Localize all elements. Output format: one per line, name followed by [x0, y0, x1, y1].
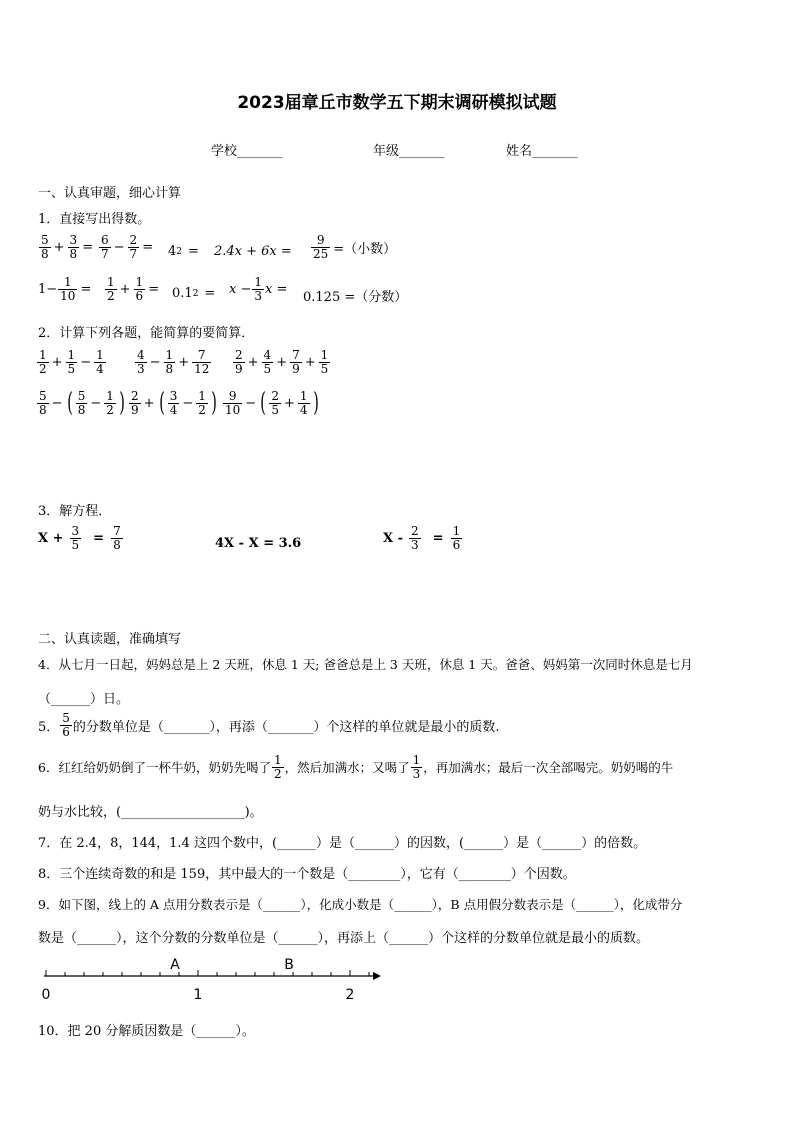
point-b-label: B [284, 957, 294, 973]
section-2-heading: 二、认真读题，准确填写 [38, 632, 182, 647]
q10: 10．把 20 分解质因数是（______）。 [38, 1024, 255, 1039]
q2-r1-e3: $\frac{2}{9}$ + $\frac{4}{5}$ + $\frac{7}{9}$ + $\frac{1}{5}$ [235, 348, 329, 376]
q1-r2-e4: x − $\frac{1}{3}$ x = [229, 275, 288, 303]
q1-r1-e3: 4 2 = [168, 244, 199, 259]
grade-field: 年级_______ [373, 144, 445, 159]
q1-r1-e4: 2.4x + 6x = [214, 244, 292, 259]
tick-label-2: 2 [345, 987, 355, 1003]
name-field: 姓名_______ [506, 144, 578, 159]
q4-line-2: （______）日。 [38, 692, 130, 707]
q5: 5． $\frac{5}{6}$ 的分数单位是（_______），再添（_______）个这样的单位就是最小的质数. [38, 711, 500, 739]
q2-r1-e2: $\frac{4}{3}$ − $\frac{1}{8}$ + $\frac{7}{12}$ [137, 348, 210, 376]
q9-line-1: 9．如下图，线上的 A 点用分数表示是（______），化成小数是（______），B 点用假分数表示是（______），化成带分 [38, 897, 683, 912]
q2-r2-e1: $\frac{5}{8}$ − ( $\frac{5}{8}$ − $\frac{1}{2}$ ) [39, 388, 125, 419]
number-line [36, 950, 386, 1006]
q1-r1-e2: $\frac{6}{7}$ − $\frac{2}{7}$ = [101, 233, 154, 261]
q7: 7．在 2.4，8，144，1.4 这四个数中，(______）是（______）的因数，(______）是（______）的倍数。 [38, 836, 647, 851]
q2-r2-e3: $\frac{9}{10}$ − ( $\frac{2}{5}$ + $\frac{1}{4}$ ) [225, 388, 319, 419]
q3-equation-3: X - $\frac{2}{3}$ = $\frac{1}{6}$ [383, 524, 461, 552]
q9-line-2: 数是（______），这个分数的分数单位是（______），再添上（______）个这样的分数单位就是最小的质数。 [38, 931, 650, 946]
q1-r1-e1: $\frac{5}{8}$ + $\frac{3}{8}$ = [41, 233, 94, 261]
q2-label: 2．计算下列各题，能简算的要简算． [38, 326, 255, 341]
q4-line-1: 4．从七月一日起，妈妈总是上 2 天班，休息 1 天; 爸爸总是上 3 天班，休息 1 天。爸爸、妈妈第一次同时休息是七月 [38, 657, 693, 672]
q3-label: 3．解方程． [38, 504, 112, 519]
point-a-label: A [170, 957, 180, 973]
page-title: 2023届章丘市数学五下期末调研模拟试题 [237, 93, 557, 113]
q3-equation-2: 4X - X = 3.6 [215, 536, 302, 551]
q3-equation-1: X + $\frac{3}{5}$ = $\frac{7}{8}$ [38, 524, 121, 552]
tick-label-1: 1 [193, 987, 203, 1003]
q1-r2-e1: 1− $\frac{1}{10}$ = [38, 275, 92, 303]
q6-line-1: 6．红红给奶奶倒了一杯牛奶，奶奶先喝了 $\frac{1}{2}$ ，然后加满水；又喝了 $\frac{1}{3}$ ，再加满水；最后一次全部喝完。奶奶喝的牛 [38, 753, 674, 781]
section-1-heading: 一、认真审题，细心计算 [38, 186, 182, 201]
q1-r1-e5: $\frac{9}{25}$ =（小数） [313, 233, 397, 261]
school-field: 学校_______ [211, 144, 283, 159]
q1-r2-e5: 0.125 =（分数） [303, 290, 408, 305]
q2-r1-e1: $\frac{1}{2}$ + $\frac{1}{5}$ − $\frac{1}{4}$ [39, 348, 104, 376]
q2-r2-e2: $\frac{2}{9}$ + ( $\frac{3}{4}$ − $\frac{1}{2}$ ) [131, 388, 217, 419]
number-line-arrow [373, 972, 381, 980]
q6-line-2: 奶与水比较，(___________________)。 [38, 805, 263, 820]
q1-r2-e3: 0.1 2 = [172, 286, 216, 301]
tick-label-0: 0 [41, 987, 51, 1003]
number-line-ticks [46, 970, 369, 976]
q1-label: 1．直接写出得数。 [38, 212, 151, 227]
q1-r2-e2: $\frac{1}{2}$ + $\frac{1}{6}$ = [107, 275, 160, 303]
q8: 8．三个连续奇数的和是 159，其中最大的一个数是（________），它有（________）个因数。 [38, 867, 576, 882]
